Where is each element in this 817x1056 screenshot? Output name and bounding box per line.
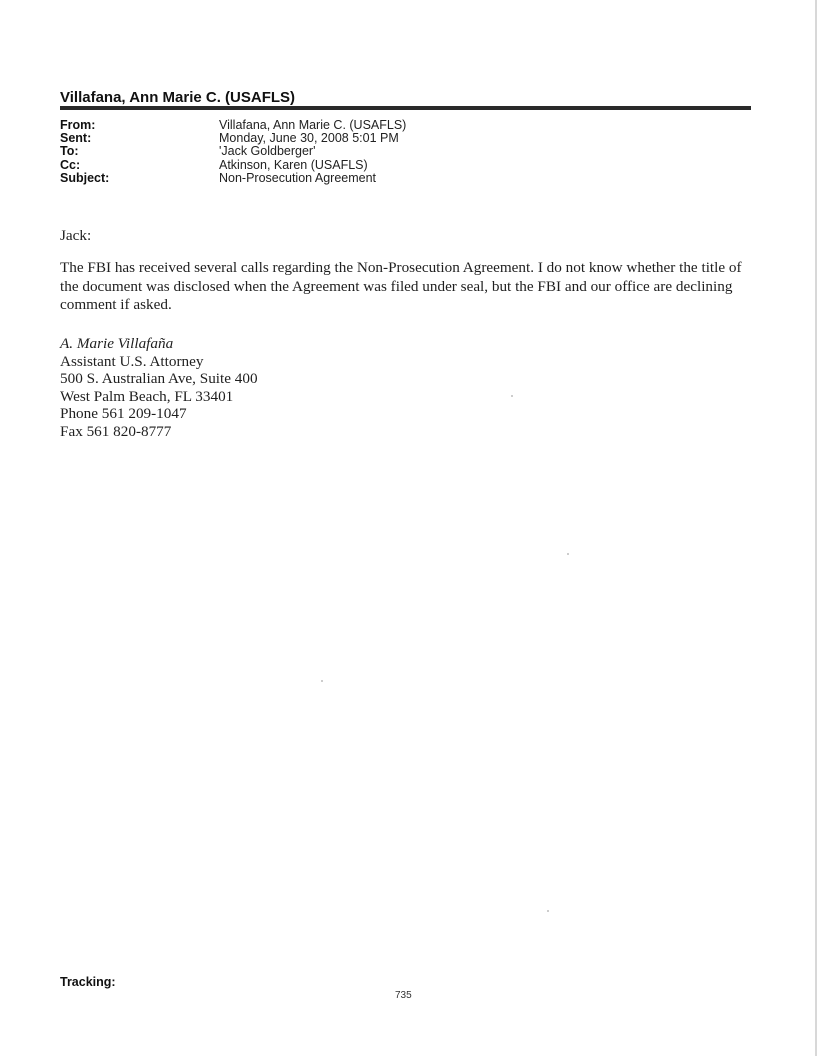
cc-label: Cc: — [60, 157, 81, 172]
email-signature — [60, 335, 258, 440]
cc-value: Atkinson, Karen (USAFLS) — [219, 157, 368, 172]
from-label: From: — [60, 118, 96, 132]
signature-address-line1: 500 S. Australian Ave, Suite 400 — [60, 370, 258, 387]
scan-speck — [547, 910, 549, 912]
heading-divider — [60, 106, 751, 110]
header-row-cc — [60, 159, 406, 172]
sender-heading: Villafana, Ann Marie C. (USAFLS) — [60, 89, 296, 106]
tracking-label: Tracking: — [60, 975, 116, 989]
body-paragraph: The FBI has received several calls regarding the Non-Prosecution Agreement. I do not know whether the title of the document was disclosed when the Agreement was filed under seal, but the FBI and our office are declining comment if asked. — [60, 259, 742, 314]
signature-phone: Phone 561 209-1047 — [60, 405, 187, 422]
scan-speck — [567, 553, 569, 555]
header-row-to — [60, 145, 406, 158]
header-row-subject — [60, 172, 406, 185]
email-body — [60, 259, 760, 315]
to-label: To: — [60, 144, 79, 159]
sent-label: Sent: — [60, 131, 92, 146]
scan-speck — [321, 680, 323, 682]
email-header-fields — [60, 119, 406, 185]
to-value: 'Jack Goldberger' — [219, 144, 316, 159]
subject-label: Subject: — [60, 170, 110, 185]
signature-title: Assistant U.S. Attorney — [60, 352, 204, 370]
signature-name: A. Marie Villafaña — [60, 335, 174, 352]
signature-address-line2: West Palm Beach, FL 33401 — [60, 387, 234, 405]
email-greeting: Jack: — [60, 227, 92, 244]
page-number: 735 — [395, 990, 412, 1001]
sent-value: Monday, June 30, 2008 5:01 PM — [219, 131, 399, 146]
scan-speck — [511, 395, 513, 397]
subject-value: Non-Prosecution Agreement — [219, 170, 377, 185]
from-value: Villafana, Ann Marie C. (USAFLS) — [219, 118, 407, 132]
signature-fax: Fax 561 820-8777 — [60, 422, 172, 440]
